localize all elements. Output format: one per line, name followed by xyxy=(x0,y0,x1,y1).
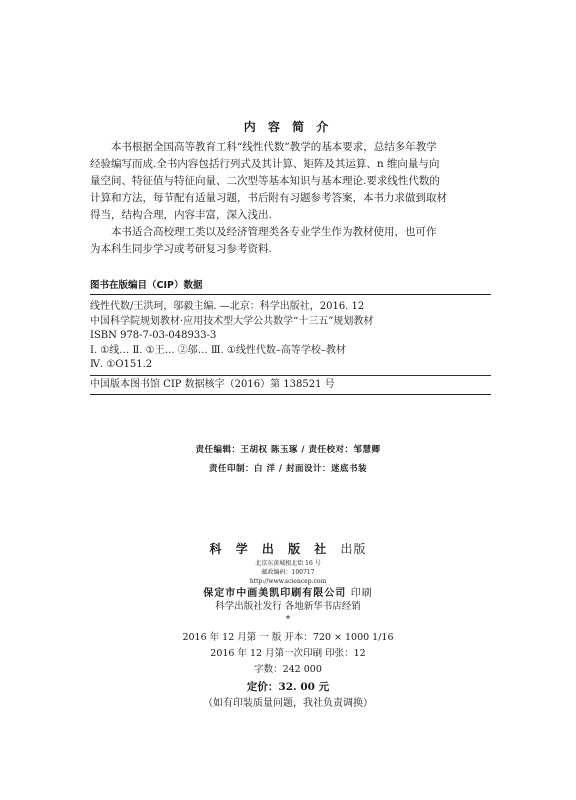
cip-body xyxy=(90,295,491,375)
cip-heading: 图书在版编目（CIP）数据 xyxy=(90,280,203,291)
cip-line: ISBN 978-7-03-048933-3 xyxy=(90,330,217,341)
price: 定价：32. 00 元 xyxy=(246,681,330,693)
edition-line-2: 2016 年 12 月第一次印刷 印张：12 xyxy=(210,648,366,659)
publisher-block xyxy=(0,540,576,586)
edition-block xyxy=(0,630,576,712)
intro-line: 本书适合高校理工类以及经济管理类各专业学生作为教材使用，也可作 xyxy=(111,226,437,238)
cip-block xyxy=(90,278,491,395)
word-count: 字数：242 000 xyxy=(254,664,322,675)
cip-line: Ⅰ. ①线… Ⅱ. ①王… ②邬… Ⅲ. ①线性代数–高等学校–教材 xyxy=(90,344,346,356)
intro-line: 本书根据全国高等教育工科“线性代数”教学的基本要求，总结多年教学 xyxy=(111,141,437,153)
cip-line: Ⅳ. ①O151.2 xyxy=(90,359,153,370)
cip-bottom-rule xyxy=(90,394,491,395)
publisher-name-text: 科 学 出 版 社 xyxy=(209,542,332,556)
edition-line-1: 2016 年 12 月第 一 版 开本：720 × 1000 1/16 xyxy=(182,632,394,643)
production-credits: 责任印制：白 洋 / 封面设计：迷底书装 xyxy=(209,464,367,474)
intro-text xyxy=(90,139,490,258)
cip-record-number: 中国版本图书馆 CIP 数据核字（2016）第 138521 号 xyxy=(90,378,335,390)
printer-name xyxy=(0,584,576,599)
intro-paragraph-1 xyxy=(90,139,490,224)
publisher-address: 北京东黄城根北街 16 号 xyxy=(255,560,321,567)
printer-name-text: 保定市中画美凯印刷有限公司 xyxy=(203,588,347,599)
intro-line: 得当，结构合理，内容丰富，深入浅出. xyxy=(90,209,272,221)
cip-line: 线性代数/王洪珂，邬毅主编. —北京：科学出版社，2016. 12 xyxy=(90,301,365,312)
publisher-name xyxy=(0,540,576,557)
publisher-url: http://www.sciencep.com xyxy=(249,578,327,585)
separator-star: * xyxy=(285,615,291,625)
distribution-line: 科学出版社发行 各地新华书店经销 xyxy=(215,601,361,612)
intro-line: 量空间、特征值与特征向量、二次型等基本知识与基本理论.要求线性代数的 xyxy=(90,175,440,187)
publisher-suffix: 出版 xyxy=(340,542,367,556)
printer-suffix: 印刷 xyxy=(350,588,373,599)
quality-notice: （如有印装质量问题，我社负责调换） xyxy=(203,698,373,709)
intro-line: 为本科生同步学习或考研复习参考资料. xyxy=(90,243,272,255)
intro-line: 经验编写而成.全书内容包括行列式及其计算、矩阵及其运算、n 维向量与向 xyxy=(90,158,440,170)
intro-paragraph-2 xyxy=(90,224,490,258)
cip-line: 中国科学院规划教材·应用技术型大学公共数学“十三五”规划教材 xyxy=(90,315,374,327)
page-title: 内 容 简 介 xyxy=(243,120,333,134)
intro-line: 计算和方法，每节配有适量习题，书后附有习题参考答案，本书力求做到取材 xyxy=(90,192,447,204)
editor-credits: 责任编辑：王胡权 陈玉琢 / 责任校对：邹慧卿 xyxy=(195,445,381,455)
printer-block xyxy=(0,584,576,626)
publisher-postcode: 邮政编码：100717 xyxy=(261,569,315,576)
